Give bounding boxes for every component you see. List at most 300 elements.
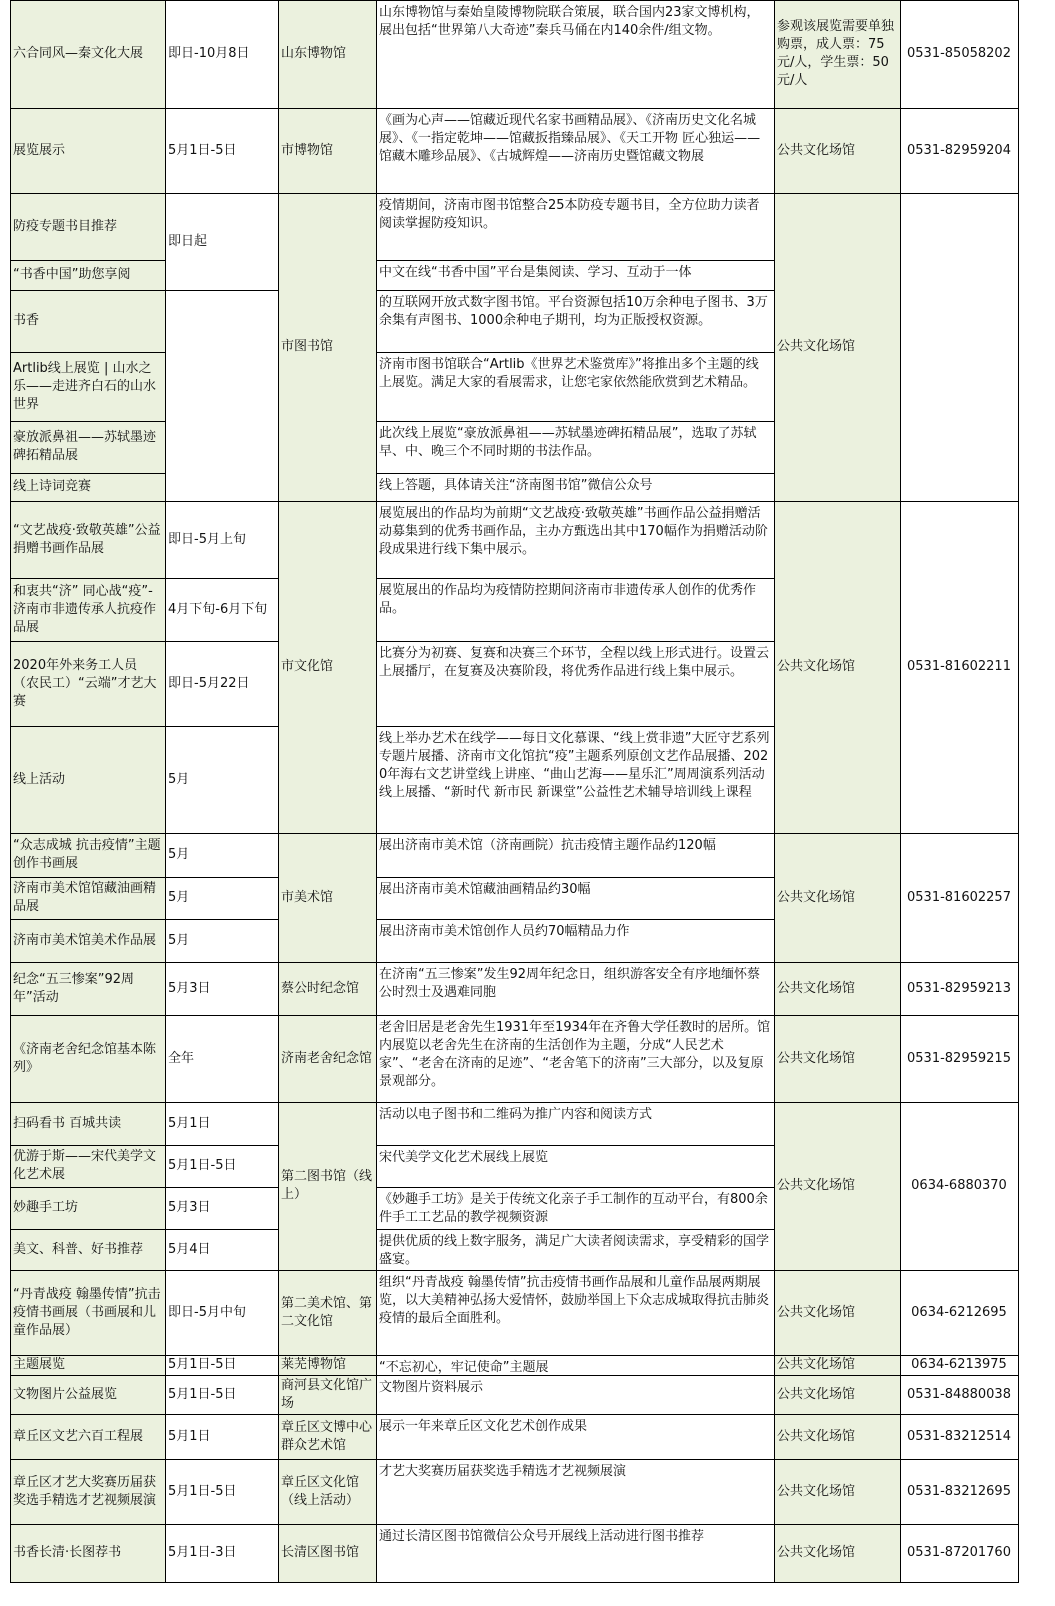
row-venue-text: 第二美术馆、第二文化馆 (281, 1295, 373, 1329)
row-description (376, 108, 774, 193)
row-fee (774, 108, 900, 193)
grid-line (376, 290, 775, 291)
row-phone (900, 108, 1018, 193)
row-phone (900, 1355, 1018, 1375)
row-date (165, 108, 278, 193)
row-phone-text: 0531-84880038 (907, 1386, 1011, 1402)
row-name (10, 108, 165, 193)
row-name (10, 1355, 165, 1375)
row-name (10, 1375, 165, 1414)
grid-line (900, 1375, 1019, 1376)
grid-line (376, 501, 775, 502)
row-name-text: 扫码看书 百城共读 (13, 1115, 122, 1131)
row-description-text: 济南市图书馆联合“Artlib《世界艺术鉴赏库》”将推出多个主题的线上展览。满足大家的看展需求，让您宅家依然能欣赏到艺术精品。 (379, 357, 759, 390)
row-name-text: 2020年外来务工人员（农民工）“云端”才艺大赛 (13, 657, 157, 709)
row-name (10, 641, 165, 726)
row-fee-text: 公共文化场馆 (777, 1178, 856, 1193)
row-phone-text: 0634-6213975 (911, 1357, 1007, 1372)
grid-line (376, 919, 775, 920)
row-venue (278, 193, 376, 501)
row-venue (278, 501, 376, 833)
row-venue (278, 1102, 376, 1270)
row-name (10, 260, 165, 290)
row-date-text: 5月4日 (168, 1241, 211, 1257)
grid-line (1018, 0, 1019, 1583)
grid-line (278, 1459, 377, 1460)
row-fee-text: 公共文化场馆 (777, 980, 856, 996)
row-fee-text: 公共文化场馆 (777, 1545, 856, 1560)
grid-line (900, 1582, 1019, 1583)
grid-line (165, 1459, 279, 1460)
row-name (10, 1270, 165, 1355)
row-date-text: 5月 (168, 847, 190, 862)
grid-line (900, 1015, 1019, 1016)
grid-line (278, 108, 377, 109)
row-date-text: 5月1日-5日 (168, 1158, 237, 1173)
grid-line (10, 1229, 166, 1230)
row-name-text: 济南市美术馆美术作品展 (13, 932, 157, 948)
grid-line (165, 290, 279, 291)
grid-line (165, 193, 279, 194)
row-fee (774, 1459, 900, 1524)
row-date-text: 5月 (168, 771, 190, 787)
grid-line (774, 962, 901, 963)
grid-line (10, 421, 166, 422)
grid-line (774, 1375, 901, 1376)
grid-line (774, 108, 901, 109)
row-date-text: 即日-5月中旬 (168, 1304, 246, 1320)
row-name-text: Artlib线上展览 | 山水之乐——走进齐白石的山水世界 (13, 360, 157, 412)
row-description-text: 提供优质的线上数字服务，满足广大读者阅读需求，享受精彩的国学盛宴。 (379, 1234, 770, 1267)
row-fee-text: 公共文化场馆 (777, 339, 856, 354)
grid-line (165, 0, 166, 1583)
row-phone-text: 0531-87201760 (907, 1545, 1011, 1560)
row-description (376, 877, 774, 919)
row-venue-text: 莱芜博物馆 (281, 1357, 347, 1372)
row-name (10, 1414, 165, 1459)
grid-line (165, 1187, 279, 1188)
grid-line (376, 1270, 775, 1271)
row-venue (278, 1355, 376, 1375)
row-date-text: 5月1日-5日 (168, 1386, 237, 1402)
grid-line (278, 1102, 377, 1103)
row-date (165, 726, 278, 833)
row-fee-text: 公共文化场馆 (777, 659, 856, 674)
grid-line (278, 501, 377, 502)
row-date-text: 5月 (168, 890, 190, 905)
row-name-text: 六合同风—秦文化大展 (13, 46, 144, 61)
row-date-text: 即日起 (168, 233, 208, 249)
row-date (165, 1015, 278, 1102)
row-name (10, 919, 165, 962)
row-name (10, 877, 165, 919)
row-description (376, 1270, 774, 1355)
grid-line (165, 501, 279, 502)
grid-line (165, 0, 279, 1)
row-description (376, 421, 774, 473)
row-phone-text: 0531-81602257 (907, 889, 1011, 905)
grid-line (774, 833, 901, 834)
row-name-text: 章丘区文艺六百工程展 (13, 1428, 144, 1444)
grid-line (165, 1414, 279, 1415)
row-date-text: 全年 (168, 1050, 195, 1066)
grid-line (10, 1355, 166, 1356)
row-phone (900, 1270, 1018, 1355)
row-description (376, 352, 774, 421)
grid-line (376, 473, 775, 474)
row-venue-text: 山东博物馆 (281, 46, 347, 61)
grid-line (376, 1375, 775, 1376)
grid-line (165, 1015, 279, 1016)
row-phone (900, 1459, 1018, 1524)
grid-line (376, 193, 775, 194)
row-phone-text: 0531-82959215 (907, 1050, 1011, 1066)
grid-line (278, 0, 377, 1)
row-venue (278, 1524, 376, 1582)
row-name (10, 1459, 165, 1524)
row-phone (900, 1015, 1018, 1102)
row-name-text: 美文、科普、好书推荐 (13, 1241, 144, 1257)
grid-line (10, 108, 166, 109)
grid-line (376, 1102, 775, 1103)
row-phone (900, 1375, 1018, 1414)
row-name (10, 1524, 165, 1582)
row-venue (278, 962, 376, 1015)
row-venue-text: 长清区图书馆 (281, 1545, 360, 1560)
row-date (165, 1102, 278, 1145)
grid-line (376, 877, 775, 878)
row-description-text: 展出济南市美术馆藏油画精品约30幅 (379, 882, 591, 897)
row-name (10, 290, 165, 352)
row-name-text: 纪念“五三惨案”92周年”活动 (13, 971, 135, 1005)
row-venue-text: 市图书馆 (281, 339, 334, 354)
grid-line (376, 641, 775, 642)
grid-line (376, 1459, 775, 1460)
grid-line (10, 0, 166, 1)
grid-line (165, 1355, 279, 1356)
grid-line (376, 1582, 775, 1583)
row-date-text: 5月1日 (168, 1115, 211, 1131)
row-description (376, 193, 774, 260)
grid-line (10, 962, 166, 963)
grid-line (10, 833, 166, 834)
row-description (376, 726, 774, 833)
row-description (376, 0, 774, 108)
row-venue-text: 市美术馆 (281, 889, 334, 905)
grid-line (10, 1582, 166, 1583)
row-phone (900, 1414, 1018, 1459)
row-description-text: 组织“丹青战疫 翰墨传情”抗击疫情书画作品展和儿童作品展两期展览，以大美精神弘扬大爱情怀，鼓励举国上下众志成城取得抗击肺炎疫情的最后全面胜利。 (379, 1275, 770, 1326)
grid-line (10, 641, 166, 642)
row-name (10, 726, 165, 833)
row-description-text: 展示一年来章丘区文化艺术创作成果 (379, 1419, 588, 1434)
row-phone (900, 193, 1018, 501)
row-name-text: 和衷共“济” 同心战“疫”-济南市非遗传承人抗疫作品展 (13, 583, 157, 635)
grid-line (10, 726, 166, 727)
row-date (165, 641, 278, 726)
row-venue-text: 第二图书馆（线上） (281, 1169, 373, 1202)
row-name-text: 主题展览 (13, 1357, 66, 1372)
row-date-text: 即日-5月上旬 (168, 531, 246, 547)
grid-line (900, 1414, 1019, 1415)
grid-line (165, 726, 279, 727)
row-date-text: 4月下旬-6月下旬 (168, 601, 268, 617)
grid-line (774, 1414, 901, 1415)
row-fee (774, 962, 900, 1015)
grid-line (10, 1102, 166, 1103)
row-date (165, 578, 278, 641)
row-phone-text: 0531-83212514 (907, 1428, 1011, 1444)
row-fee (774, 0, 900, 108)
grid-line (774, 1015, 901, 1016)
grid-line (278, 0, 279, 1583)
row-venue (278, 1015, 376, 1102)
row-description-text: 中文在线“书香中国”平台是集阅读、学习、互动于一体 (379, 265, 692, 280)
row-name-text: 章丘区才艺大奖赛历届获奖选手精选才艺视频展演 (13, 1474, 157, 1508)
row-date (165, 1355, 278, 1375)
row-fee-text: 公共文化场馆 (777, 142, 856, 158)
grid-line (376, 421, 775, 422)
row-fee (774, 1355, 900, 1375)
row-name-text: 济南市美术馆馆藏油画精品展 (13, 881, 157, 914)
row-date (165, 1270, 278, 1355)
row-venue-text: 市文化馆 (281, 659, 334, 674)
row-name (10, 578, 165, 641)
grid-line (10, 0, 11, 1583)
grid-line (900, 1355, 1019, 1356)
row-description (376, 1015, 774, 1102)
row-phone-text: 0531-82959204 (907, 142, 1011, 158)
row-phone-text: 0531-85058202 (907, 46, 1011, 61)
row-venue-text: 商河县文化馆广场 (281, 1377, 373, 1411)
grid-line (10, 877, 166, 878)
row-description-text: 线上举办艺术在线学——每日文化慕课、“线上赏非遗”大匠守艺系列专题片展播、济南市文化馆抗“疫”主题系列原创文艺作品展播、2020年海右文艺讲堂线上讲座、“曲山艺海——星乐汇”周周演系列活动线上展播、“新时代 新市民 新课堂”公益性艺术辅导培训线上课程 (379, 731, 770, 800)
row-description-text: 线上答题，具体请关注“济南图书馆”微信公众号 (379, 478, 653, 493)
grid-line (10, 1270, 166, 1271)
grid-line (278, 962, 377, 963)
row-phone-text: 0634-6212695 (911, 1304, 1007, 1320)
grid-line (376, 1414, 775, 1415)
grid-line (278, 1375, 377, 1376)
grid-line (278, 1015, 377, 1016)
row-date-text: 5月1日-5日 (168, 142, 237, 158)
row-description (376, 260, 774, 290)
row-name (10, 193, 165, 260)
row-name-text: “丹青战疫 翰墨传情”抗击疫情书画展（书画展和儿童作品展） (13, 1286, 161, 1338)
row-description-text: 文物图片资料展示 (379, 1380, 484, 1395)
row-fee-text: 公共文化场馆 (777, 889, 856, 905)
grid-line (774, 1102, 901, 1103)
row-description (376, 1145, 774, 1187)
grid-line (278, 1270, 377, 1271)
row-venue-text: 蔡公时纪念馆 (281, 980, 360, 996)
row-description-text: 此次线上展览“豪放派鼻祖——苏轼墨迹碑拓精品展”，选取了苏轼早、中、晚三个不同时期的书法作品。 (379, 426, 757, 459)
row-name-text: “众志成城 抗击疫情”主题创作书画展 (13, 838, 161, 871)
grid-line (376, 578, 775, 579)
row-fee (774, 1015, 900, 1102)
row-date (165, 1187, 278, 1229)
grid-line (376, 0, 377, 1583)
row-description-text: “不忘初心，牢记使命”主题展 (379, 1360, 549, 1375)
grid-line (165, 578, 279, 579)
grid-line (10, 1015, 166, 1016)
row-phone-text: 0634-6880370 (911, 1178, 1007, 1193)
row-date (165, 919, 278, 962)
row-date (165, 833, 278, 877)
grid-line (10, 260, 166, 261)
row-phone (900, 1102, 1018, 1270)
grid-line (10, 1414, 166, 1415)
grid-line (165, 877, 279, 878)
grid-line (10, 578, 166, 579)
row-fee (774, 1270, 900, 1355)
grid-line (376, 1229, 775, 1230)
row-name-text: 豪放派鼻祖——苏轼墨迹碑拓精品展 (13, 430, 157, 463)
row-phone-text: 0531-82959213 (907, 980, 1011, 996)
row-description-text: 活动以电子图书和二维码为推广内容和阅读方式 (379, 1107, 653, 1122)
row-date (165, 1459, 278, 1524)
grid-line (165, 641, 279, 642)
row-description (376, 1102, 774, 1145)
grid-line (165, 1229, 279, 1230)
row-date-text: 即日-10月8日 (168, 46, 250, 61)
row-description (376, 473, 774, 501)
row-date-text: 5月 (168, 932, 190, 948)
row-name (10, 501, 165, 578)
row-description (376, 290, 774, 352)
grid-line (900, 1524, 1019, 1525)
grid-line (900, 1270, 1019, 1271)
row-date (165, 501, 278, 578)
row-description-text: 比赛分为初赛、复赛和决赛三个环节，全程以线上形式进行。设置云上展播厅，在复赛及决赛阶段，将优秀作品进行线上集中展示。 (379, 646, 770, 679)
grid-line (900, 501, 1019, 502)
row-name (10, 1145, 165, 1187)
row-name-text: 线上诗词竞赛 (13, 479, 92, 494)
row-date-text: 5月1日-5日 (168, 1357, 237, 1372)
grid-line (165, 919, 279, 920)
row-description-text: 展览展出的作品均为疫情防控期间济南市非遗传承人创作的优秀作品。 (379, 583, 757, 616)
grid-line (10, 473, 166, 474)
row-description (376, 919, 774, 962)
grid-line (774, 1270, 901, 1271)
row-fee-text: 公共文化场馆 (777, 1428, 856, 1444)
row-date (165, 0, 278, 108)
grid-line (165, 1582, 279, 1583)
row-description-text: 才艺大奖赛历届获奖选手精选才艺视频展演 (379, 1464, 627, 1479)
row-date (165, 1414, 278, 1459)
row-name-text: 书香 (13, 313, 40, 328)
row-description (376, 501, 774, 578)
row-name (10, 352, 165, 421)
row-name-text: 《济南老舍纪念馆基本陈列》 (13, 1041, 157, 1075)
row-date (165, 1375, 278, 1414)
row-date-text: 5月3日 (168, 980, 211, 996)
row-fee (774, 193, 900, 501)
grid-line (165, 962, 279, 963)
row-venue-text: 济南老舍纪念馆 (281, 1050, 373, 1066)
row-venue (278, 833, 376, 962)
row-description (376, 1355, 774, 1375)
grid-line (10, 919, 166, 920)
grid-line (10, 501, 166, 502)
row-venue (278, 1459, 376, 1524)
grid-line (278, 1582, 377, 1583)
grid-line (10, 290, 166, 291)
grid-line (376, 108, 775, 109)
row-name-text: “文艺战疫·致敬英雄”公益捐赠书画作品展 (13, 522, 161, 556)
grid-line (376, 260, 775, 261)
row-venue (278, 108, 376, 193)
row-name (10, 833, 165, 877)
row-date (165, 290, 278, 501)
grid-line (10, 1459, 166, 1460)
row-description (376, 833, 774, 877)
row-fee-text: 公共文化场馆 (777, 1483, 856, 1499)
row-fee (774, 1375, 900, 1414)
grid-line (376, 833, 775, 834)
row-phone-text: 0531-81602211 (907, 659, 1011, 674)
grid-line (10, 1187, 166, 1188)
row-name (10, 473, 165, 501)
row-description (376, 1459, 774, 1524)
row-description (376, 962, 774, 1015)
grid-line (376, 1355, 775, 1356)
row-description (376, 1414, 774, 1459)
grid-line (10, 1524, 166, 1525)
grid-line (376, 726, 775, 727)
grid-line (774, 501, 901, 502)
row-description-text: 展览展出的作品均为前期“文艺战疫·致敬英雄”书画作品公益捐赠活动募集到的优秀书画作品，主办方甄选出其中170幅作为捐赠活动阶段成果进行线下集中展示。 (379, 506, 768, 557)
row-phone (900, 833, 1018, 962)
row-fee (774, 1524, 900, 1582)
grid-line (774, 1582, 901, 1583)
row-description (376, 578, 774, 641)
grid-line (774, 1355, 901, 1356)
row-description-text: 宋代美学文化艺术展线上展览 (379, 1150, 549, 1165)
row-date-text: 5月1日-3日 (168, 1545, 237, 1560)
grid-line (376, 1187, 775, 1188)
grid-line (376, 352, 775, 353)
row-name (10, 1187, 165, 1229)
row-fee (774, 501, 900, 833)
grid-line (165, 1524, 279, 1525)
row-description-text: 《画为心声——馆藏近现代名家书画精品展》、《济南历史文化名城展》、《一指定乾坤——馆藏扳指臻品展》、《天工开物 匠心独运——馆藏木雕珍品展》、《古城辉煌——济南历史暨馆藏文物展 (379, 113, 761, 164)
row-phone-text: 0531-83212695 (907, 1483, 1011, 1499)
row-name-text: 文物图片公益展览 (13, 1386, 118, 1402)
row-date-text: 5月3日 (168, 1200, 211, 1215)
row-description (376, 1187, 774, 1229)
grid-line (900, 833, 1019, 834)
row-phone (900, 962, 1018, 1015)
row-name-text: 防疫专题书目推荐 (13, 218, 118, 234)
row-description-text: 通过长清区图书馆微信公众号开展线上活动进行图书推荐 (379, 1529, 705, 1544)
row-fee-text: 公共文化场馆 (777, 1050, 856, 1066)
grid-line (900, 1102, 1019, 1103)
grid-line (278, 1414, 377, 1415)
row-description-text: 疫情期间，济南市图书馆整合25本防疫专题书目，全方位助力读者阅读掌握防疫知识。 (379, 198, 760, 231)
row-description-text: 老舍旧居是老舍先生1931年至1934年在齐鲁大学任教时的居所。馆内展览以老舍先生在济南的生活创作为主题，分成“人民艺术家”、“老舍在济南的足迹”、“老舍笔下的济南”三大部分，以及复原景观部分。 (379, 1020, 771, 1089)
row-description-text: 山东博物馆与秦始皇陵博物院联合策展，联合国内23家文博机构，展出包括“世界第八大奇迹”秦兵马俑在内140余件/组文物。 (379, 5, 760, 38)
row-description-text: 在济南“五三惨案”发生92周年纪念日，组织游客安全有序地缅怀蔡公时烈士及遇难同胞 (379, 967, 761, 1000)
grid-line (774, 0, 775, 1583)
row-date (165, 1524, 278, 1582)
grid-line (10, 352, 166, 353)
grid-line (376, 1145, 775, 1146)
grid-line (278, 1355, 377, 1356)
grid-line (278, 833, 377, 834)
row-phone (900, 501, 1018, 833)
row-date (165, 962, 278, 1015)
